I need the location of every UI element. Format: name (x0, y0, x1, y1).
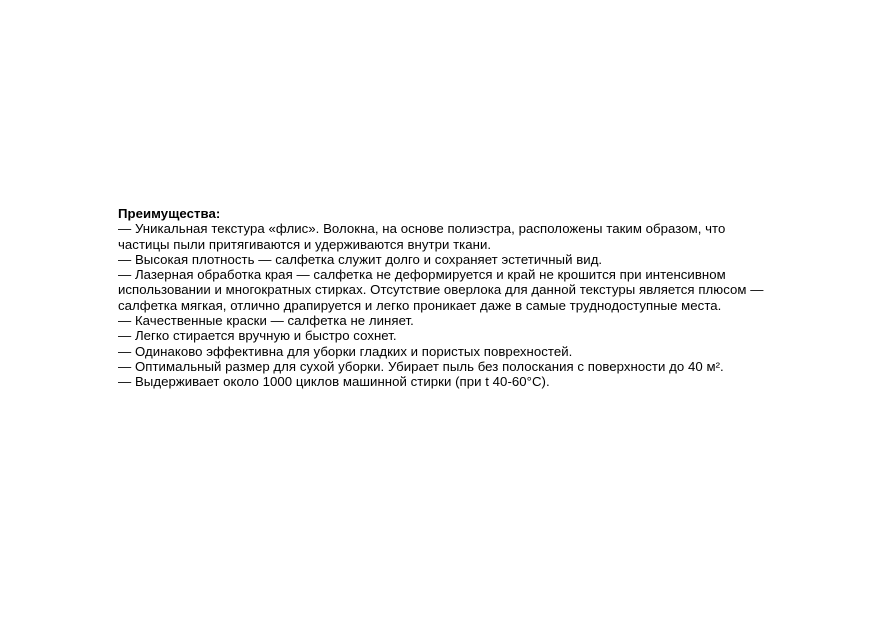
text-line: — Качественные краски — салфетка не линяет. (118, 313, 414, 329)
text-line: салфетка мягкая, отлично драпируется и легко проникает даже в самые труднодоступные места. (118, 297, 722, 313)
text-line: — Оптимальный размер для сухой уборки. Убирает пыль без полоскания с поверхности до 40 м². (118, 358, 724, 374)
text-line: — Одинаково эффективна для уборки гладких и пористых поврехностей. (118, 343, 573, 359)
text-line: — Выдерживает около 1000 циклов машинной стирки (при t 40-60°С). (118, 374, 550, 390)
text-line: — Лазерная обработка края — салфетка не деформируется и край не крошится при интенсивном (118, 267, 726, 283)
text-line: частицы пыли притягиваются и удерживаются внутри ткани. (118, 236, 492, 252)
advantages-text-block (118, 206, 763, 390)
advantages-heading: Преимущества: (118, 206, 221, 221)
text-line: — Уникальная текстура «флис». Волокна, на основе полиэстра, расположены таким образом, что (118, 221, 726, 237)
text-line: использовании и многократных стирках. Отсутствие оверлока для данной текстуры является плюсом — (118, 282, 764, 298)
text-line: — Легко стирается вручную и быстро сохнет. (118, 328, 397, 344)
text-line: — Высокая плотность — салфетка служит долго и сохраняет эстетичный вид. (118, 251, 603, 267)
